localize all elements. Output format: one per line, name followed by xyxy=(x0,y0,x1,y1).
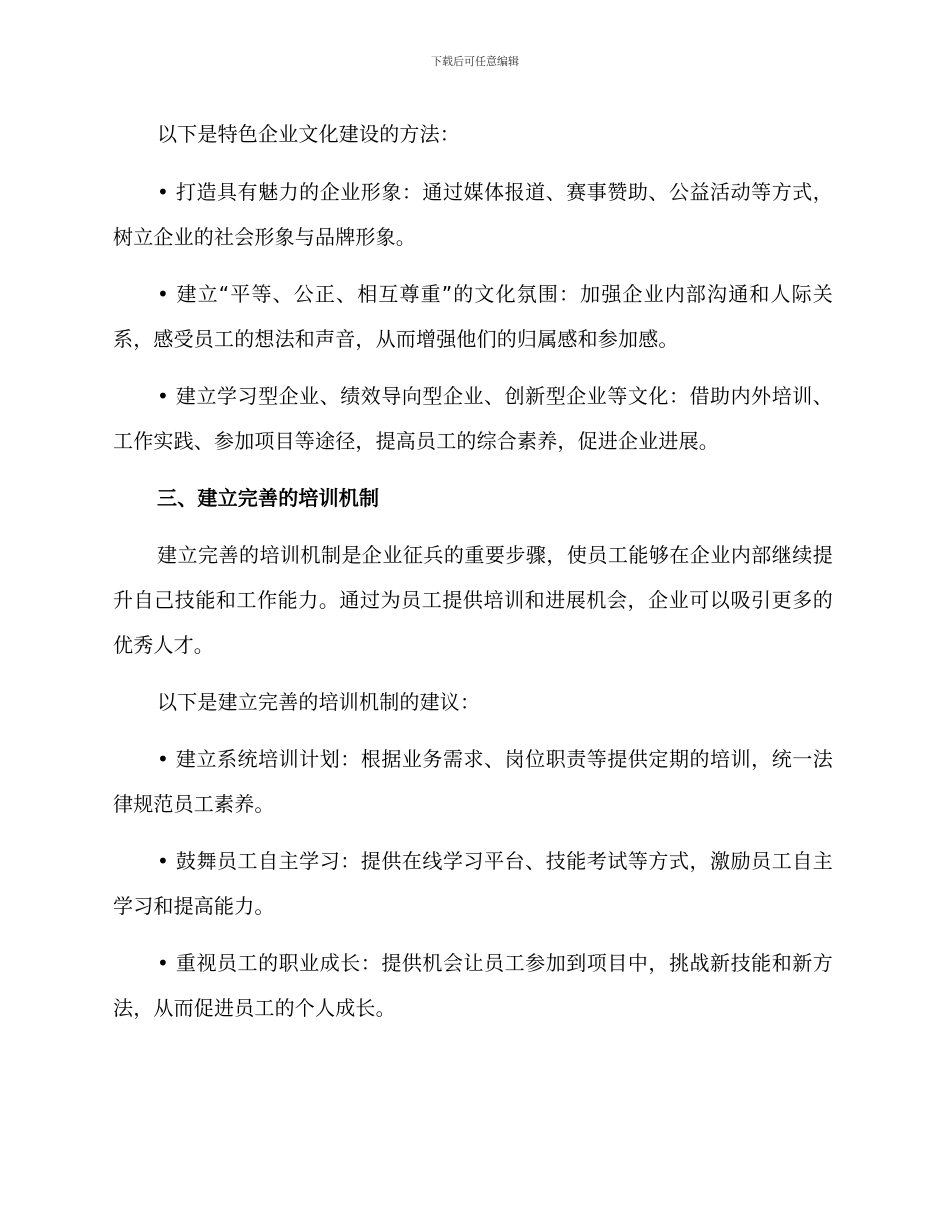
bullet-training-plan: • 建立系统培训计划：根据业务需求、岗位职责等提供定期的培训，统一法律规范员工素养。 xyxy=(113,747,833,816)
document-body xyxy=(113,112,833,1031)
bullet-culture-atmosphere: • 建立“平等、公正、相互尊重”的文化氛围：加强企业内部沟通和人际关系，感受员工的想法和声音，从而增强他们的归属感和参加感。 xyxy=(113,282,833,351)
bullet-corporate-image: • 打造具有魅力的企业形象：通过媒体报道、赛事赞助、公益活动等方式，树立企业的社会形象与品牌形象。 xyxy=(113,180,833,249)
paragraph-training-mechanism: 建立完善的培训机制是企业征兵的重要步骤，使员工能够在企业内部继续提升自己技能和工作能力。通过为员工提供培训和进展机会，企业可以吸引更多的优秀人才。 xyxy=(113,543,833,657)
bullet-career-growth: • 重视员工的职业成长：提供机会让员工参加到项目中，挑战新技能和新方法，从而促进员工的个人成长。 xyxy=(113,951,833,1020)
bullet-self-learning: • 鼓舞员工自主学习：提供在线学习平台、技能考试等方式，激励员工自主学习和提高能力。 xyxy=(113,849,833,918)
header-note: 下载后可任意编辑 xyxy=(431,55,519,68)
section-heading-training: 三、建立完善的培训机制 xyxy=(157,486,380,510)
paragraph-intro-training-suggestions: 以下是建立完善的培训机制的建议： xyxy=(157,690,481,714)
paragraph-intro-culture-methods: 以下是特色企业文化建设的方法： xyxy=(157,122,460,146)
bullet-learning-enterprise: • 建立学习型企业、绩效导向型企业、创新型企业等文化：借助内外培训、工作实践、参加项目等途径，提高员工的综合素养，促进企业进展。 xyxy=(113,384,833,453)
